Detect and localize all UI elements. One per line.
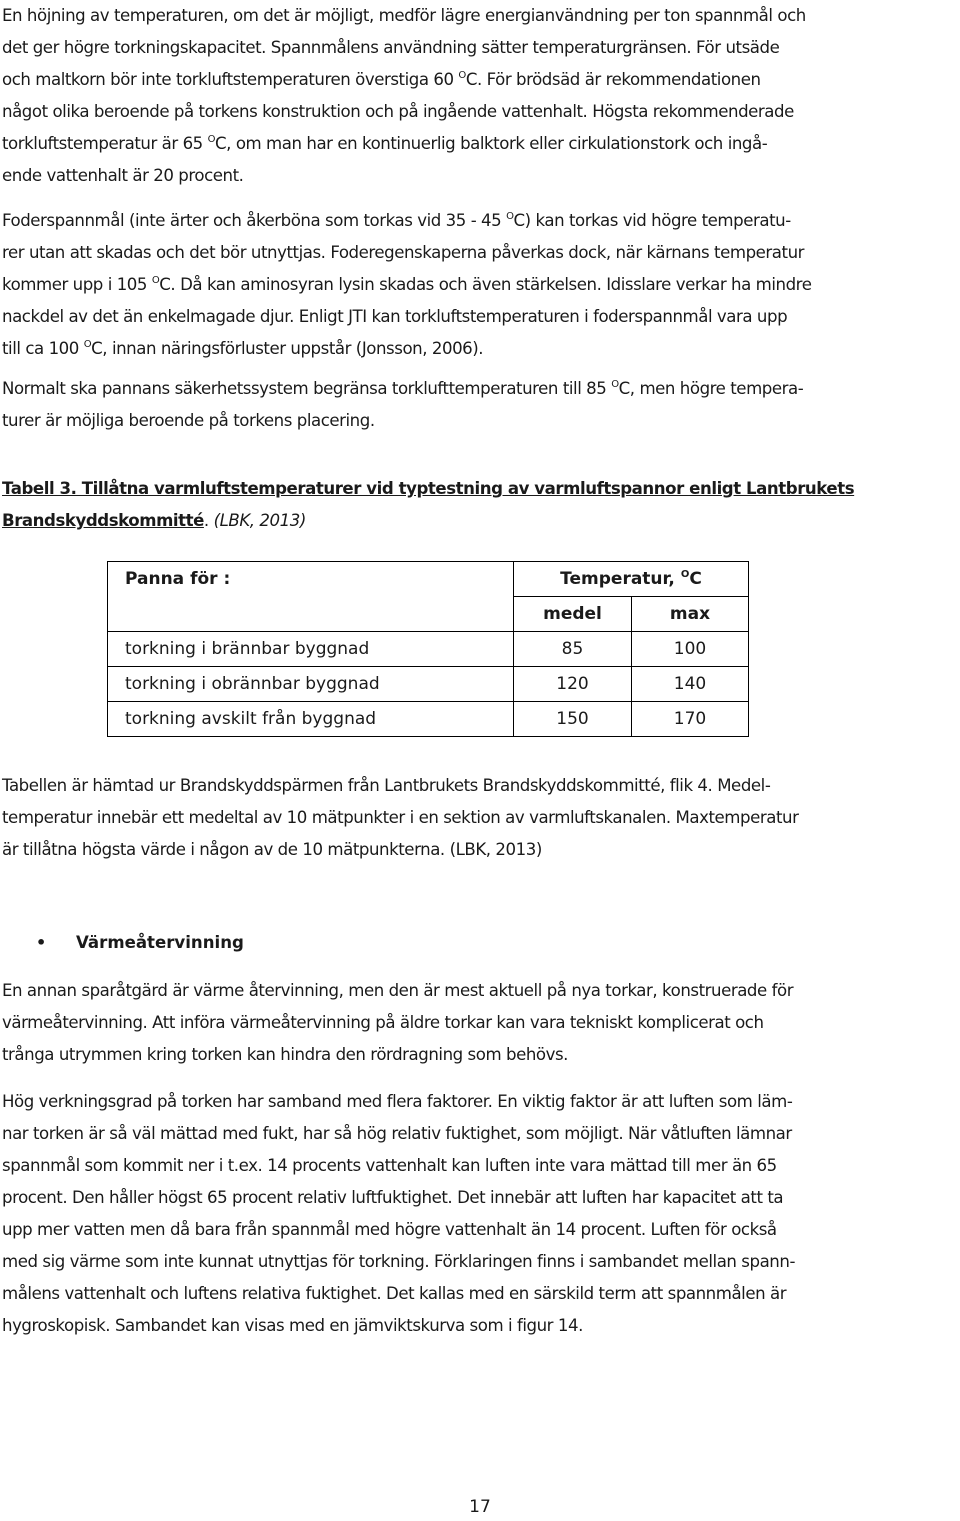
temperature-header: Temperatur,: [560, 569, 681, 589]
degree-superscript: O: [458, 70, 466, 81]
table-subheader-cell: max: [632, 597, 749, 632]
text-line: Hög verkningsgrad på torken har samband med flera faktorer. En viktig faktor är att luften som läm-: [2, 1092, 793, 1111]
paragraph-heat-recovery: [2, 975, 960, 1071]
text-line: En höjning av temperaturen, om det är möjligt, medför lägre energianvändning per ton spannmål och: [2, 6, 806, 25]
text-line: målens vattenhalt och luftens relativa fuktighet. Det kallas med en särskild term att spannmålen är: [2, 1284, 787, 1303]
table-cell: 140: [632, 667, 749, 702]
text-line: [2, 128, 960, 160]
text-segment: kommer upp i 105: [2, 275, 152, 294]
text-line: [2, 333, 960, 365]
text-segment: C, men högre tempera-: [618, 379, 804, 398]
text-segment: till ca 100: [2, 339, 84, 358]
degree-superscript: O: [151, 275, 160, 286]
temperature-table: [107, 561, 749, 737]
degree-superscript: O: [83, 339, 92, 350]
text-line: något olika beroende på torkens konstruktion och på ingående vattenhalt. Högsta rekommenderade: [2, 102, 794, 121]
table-cell: 120: [514, 667, 632, 702]
paragraph-feed-grain: [2, 205, 960, 365]
degree-superscript: O: [506, 211, 514, 222]
table-header-cell: [514, 562, 749, 597]
text-line: upp mer vatten men då bara från spannmål med högre vattenhalt än 14 procent. Luften för också: [2, 1220, 777, 1239]
caption-line: [2, 505, 960, 537]
text-line: nackdel av det än enkelmagade djur. Enligt JTI kan torkluftstemperaturen i foderspannmål vara upp: [2, 307, 788, 326]
table-cell: torkning i brännbar byggnad: [108, 632, 514, 667]
text-line: är tillåtna högsta värde i någon av de 10 mätpunkterna. (LBK, 2013): [2, 840, 542, 859]
text-line: värmeåtervinning. Att införa värmeåtervinning på äldre torkar kan vara tekniskt komplicerat och: [2, 1013, 764, 1032]
caption-title: Brandskyddskommitté: [2, 511, 204, 530]
text-line: procent. Den håller högst 65 procent relativ luftfuktighet. Det innebär att luften har kapacitet att ta: [2, 1188, 784, 1207]
table-cell: torkning avskilt från byggnad: [108, 702, 514, 737]
paragraph-efficiency: [2, 1086, 960, 1342]
table-cell: 150: [514, 702, 632, 737]
table-header-cell: Panna för :: [108, 562, 514, 597]
temperature-unit: C: [689, 569, 702, 589]
table-cell: 85: [514, 632, 632, 667]
text-line: trånga utrymmen kring torken kan hindra den rördragning som behövs.: [2, 1045, 568, 1064]
text-line: Tabellen är hämtad ur Brandskyddspärmen från Lantbrukets Brandskyddskommitté, flik 4. Medel-: [2, 776, 771, 795]
text-line: rer utan att skadas och det bör utnyttjas. Foderegenskaperna påverkas dock, när kärnans temperatur: [2, 243, 805, 262]
text-line: ende vattenhalt är 20 procent.: [2, 166, 244, 185]
caption-title: Tabell 3. Tillåtna varmluftstemperaturer vid typtestning av varmluftspannor enligt Lantbrukets: [2, 479, 855, 498]
text-line: temperatur innebär ett medeltal av 10 mätpunkter i en sektion av varmluftskanalen. Maxtemperatur: [2, 808, 799, 827]
text-line: [2, 64, 960, 96]
bullet-icon: •: [36, 933, 47, 952]
caption-citation: (LBK, 2013): [213, 511, 306, 530]
degree-superscript: O: [611, 379, 619, 390]
page-number: 17: [469, 1497, 491, 1517]
caption-punctuation: .: [203, 511, 209, 530]
table-header-row: [108, 562, 749, 597]
text-segment: Foderspannmål (inte ärter och åkerböna som torkas vid 35 - 45: [2, 211, 507, 230]
text-segment: C, innan näringsförluster uppstår (Jonsson, 2006).: [91, 339, 484, 358]
text-line: hygroskopisk. Sambandet kan visas med en jämviktskurva som i figur 14.: [2, 1316, 583, 1335]
text-segment: och maltkorn bör inte torkluftstemperaturen överstiga 60: [2, 70, 459, 89]
text-line: nar torken är så väl mättad med fukt, har så hög relativ fuktighet, som möjligt. När våtluften lämnar: [2, 1124, 792, 1143]
text-line: spannmål som kommit ner i t.ex. 14 procents vattenhalt kan luften inte vara mättad till mer än 65: [2, 1156, 777, 1175]
text-line: En annan sparåtgärd är värme återvinning, men den är mest aktuell på nya torkar, konstruerade för: [2, 981, 794, 1000]
paragraph-table-source: [2, 770, 960, 866]
text-segment: torkluftstemperatur är 65: [2, 134, 208, 153]
table-row: [108, 632, 749, 667]
text-segment: C. För brödsäd är rekommendationen: [465, 70, 761, 89]
degree-superscript: O: [207, 134, 216, 145]
table-cell: 100: [632, 632, 749, 667]
text-line: det ger högre torkningskapacitet. Spannmålens användning sätter temperaturgränsen. För utsäde: [2, 38, 780, 57]
table-row: [108, 667, 749, 702]
text-segment: C, om man har en kontinuerlig balktork eller cirkulationstork och ingå-: [215, 134, 768, 153]
caption-line: [2, 473, 960, 505]
text-line: [2, 205, 960, 237]
table-subheader-row: [108, 597, 749, 632]
text-segment: C. Då kan aminosyran lysin skadas och även stärkelsen. Idisslare verkar ha mindre: [159, 275, 812, 294]
table-cell: torkning i obrännbar byggnad: [108, 667, 514, 702]
paragraph-drying-temperature: [2, 0, 960, 192]
text-line: med sig värme som inte kunnat utnyttjas för torkning. Förklaringen finns i sambandet mellan spann-: [2, 1252, 795, 1271]
text-segment: C) kan torkas vid högre temperatu-: [513, 211, 791, 230]
text-line: [2, 269, 960, 301]
degree-superscript: O: [680, 569, 690, 580]
section-heading-text: Värmeåtervinning: [76, 933, 244, 952]
paragraph-safety-system: [2, 373, 960, 437]
table-empty-cell: [108, 597, 514, 632]
table-caption: [2, 473, 960, 537]
text-line: [2, 373, 960, 405]
text-line: turer är möjliga beroende på torkens placering.: [2, 411, 375, 430]
table-row: [108, 702, 749, 737]
table-cell: 170: [632, 702, 749, 737]
table-subheader-cell: medel: [514, 597, 632, 632]
text-segment: Normalt ska pannans säkerhetssystem begränsa torklufttemperaturen till 85: [2, 379, 612, 398]
